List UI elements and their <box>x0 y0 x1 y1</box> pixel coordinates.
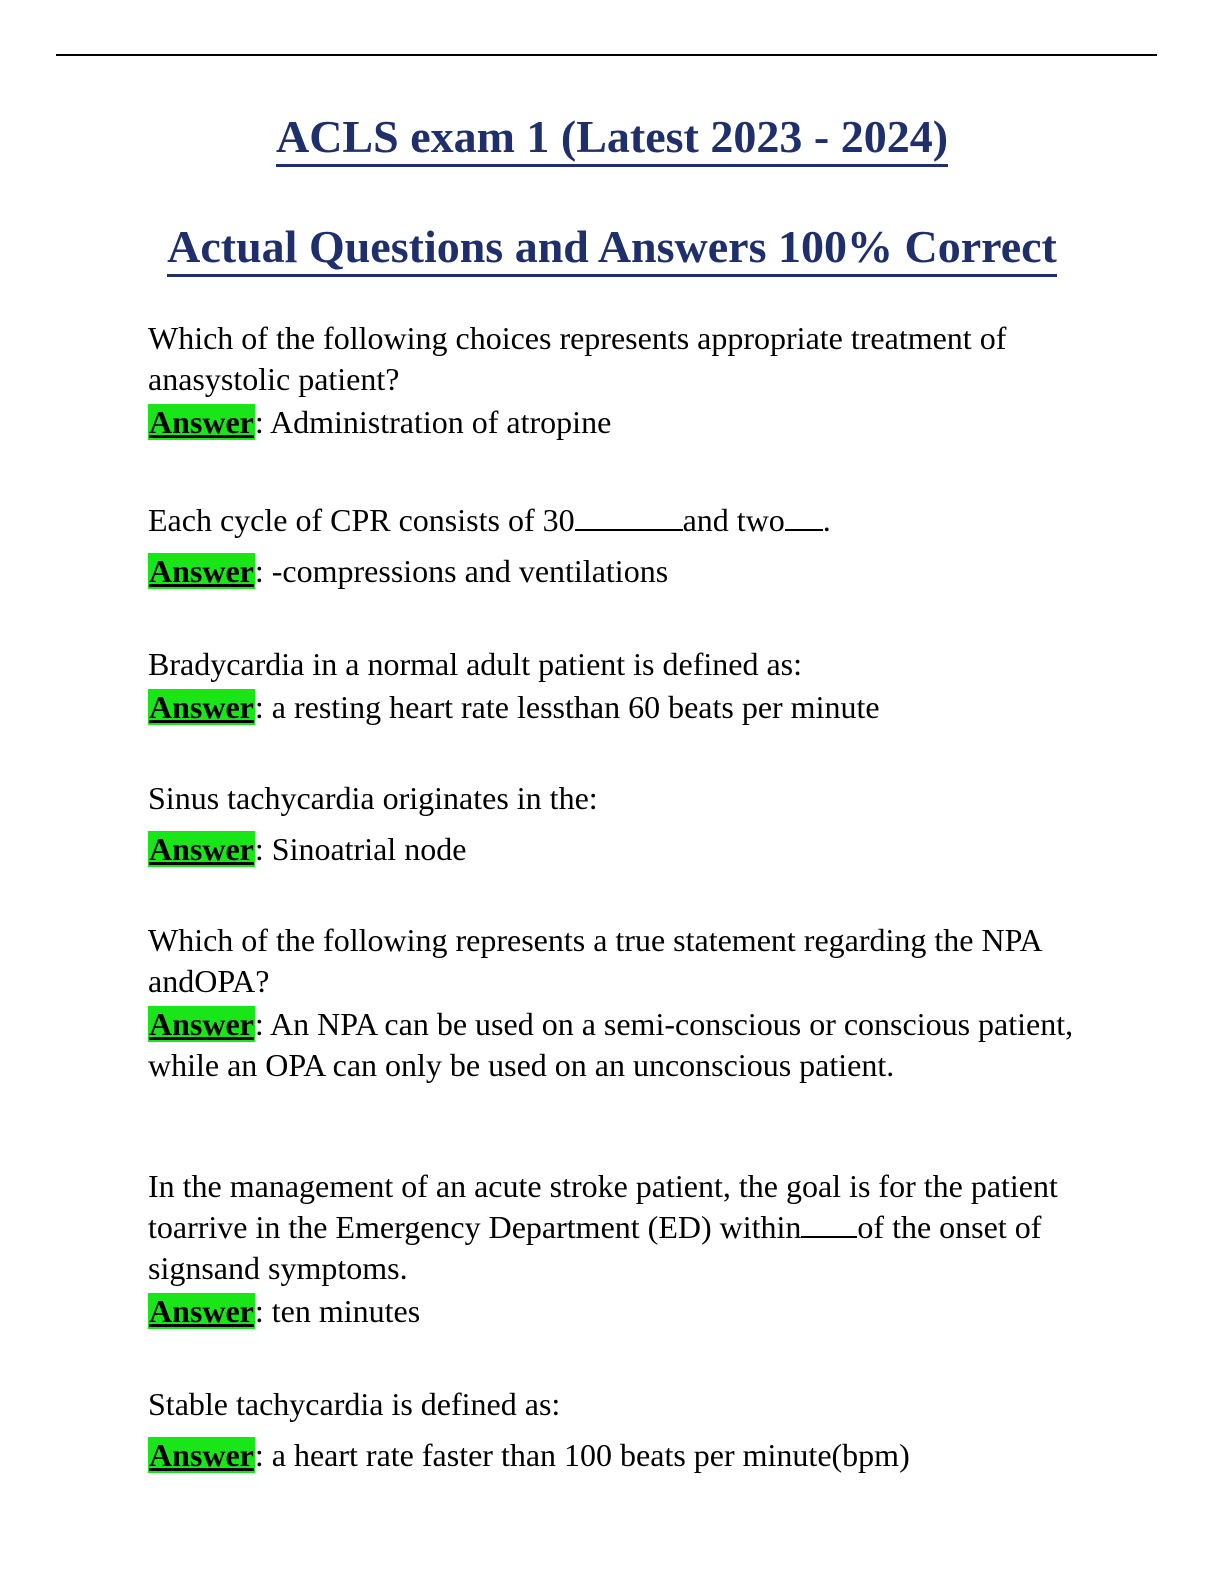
question-6-part-2: of the onset of signsand symptoms. <box>148 1209 1042 1286</box>
answer-label: Answer <box>149 1437 254 1473</box>
question-2-part-3: . <box>822 502 831 538</box>
answer-text-2: : -compressions and ventilations <box>254 553 669 589</box>
question-2-part-2: and two <box>682 502 785 538</box>
qa-item-3 <box>148 644 1078 728</box>
answer-label: Answer <box>149 1293 254 1329</box>
answer-7 <box>148 1435 1078 1476</box>
answer-label: Answer <box>149 689 254 725</box>
answer-label: Answer <box>149 1006 254 1042</box>
qa-item-5 <box>148 920 1078 1086</box>
answer-6 <box>148 1291 1078 1332</box>
answer-5 <box>148 1004 1078 1086</box>
answer-text-6: : ten minutes <box>254 1293 421 1329</box>
answer-text-3: : a resting heart rate lessthan 60 beats per minute <box>254 689 880 725</box>
fill-in-blank <box>575 528 683 531</box>
answer-text-4: : Sinoatrial node <box>254 831 467 867</box>
document-subtitle <box>0 221 1224 272</box>
question-7: Stable tachycardia is defined as: <box>148 1386 561 1422</box>
answer-label: Answer <box>149 831 254 867</box>
answer-text-7: : a heart rate faster than 100 beats per minute(bpm) <box>254 1437 910 1473</box>
question-5: Which of the following represents a true statement regarding the NPA andOPA? <box>148 922 1041 999</box>
question-2-part-1: Each cycle of CPR consists of 30 <box>148 502 575 538</box>
document-title <box>0 111 1224 162</box>
document-subtitle-text: Actual Questions and Answers 100% Correct <box>167 221 1057 277</box>
answer-text-1: : Administration of atropine <box>254 404 612 440</box>
qa-item-7 <box>148 1384 1078 1476</box>
answer-text-5: : An NPA can be used on a semi-conscious or conscious patient, while an OPA can only be used on an unconscious patient. <box>148 1006 1074 1083</box>
answer-2 <box>148 551 1078 592</box>
question-1: Which of the following choices represents appropriate treatment of anasystolic patient? <box>148 320 1007 397</box>
document-title-text: ACLS exam 1 (Latest 2023 - 2024) <box>276 111 948 167</box>
qa-item-1 <box>148 318 1078 443</box>
question-6-part-1: In the management of an acute stroke patient, the goal is for the patient toarrive in the Emergency Department (ED) within <box>148 1168 1058 1245</box>
question-6 <box>148 1166 1078 1289</box>
qa-item-4 <box>148 778 1078 870</box>
answer-label: Answer <box>149 404 254 440</box>
question-3: Bradycardia in a normal adult patient is defined as: <box>148 646 802 682</box>
top-rule <box>56 54 1157 56</box>
answer-1 <box>148 402 1078 443</box>
fill-in-blank <box>785 528 823 531</box>
answer-3 <box>148 687 1078 728</box>
answer-4 <box>148 829 1078 870</box>
fill-in-blank <box>801 1235 857 1238</box>
answer-label: Answer <box>149 553 254 589</box>
qa-item-2 <box>148 500 1078 592</box>
qa-item-6 <box>148 1166 1078 1332</box>
question-4: Sinus tachycardia originates in the: <box>148 780 598 816</box>
question-2 <box>148 500 1078 541</box>
